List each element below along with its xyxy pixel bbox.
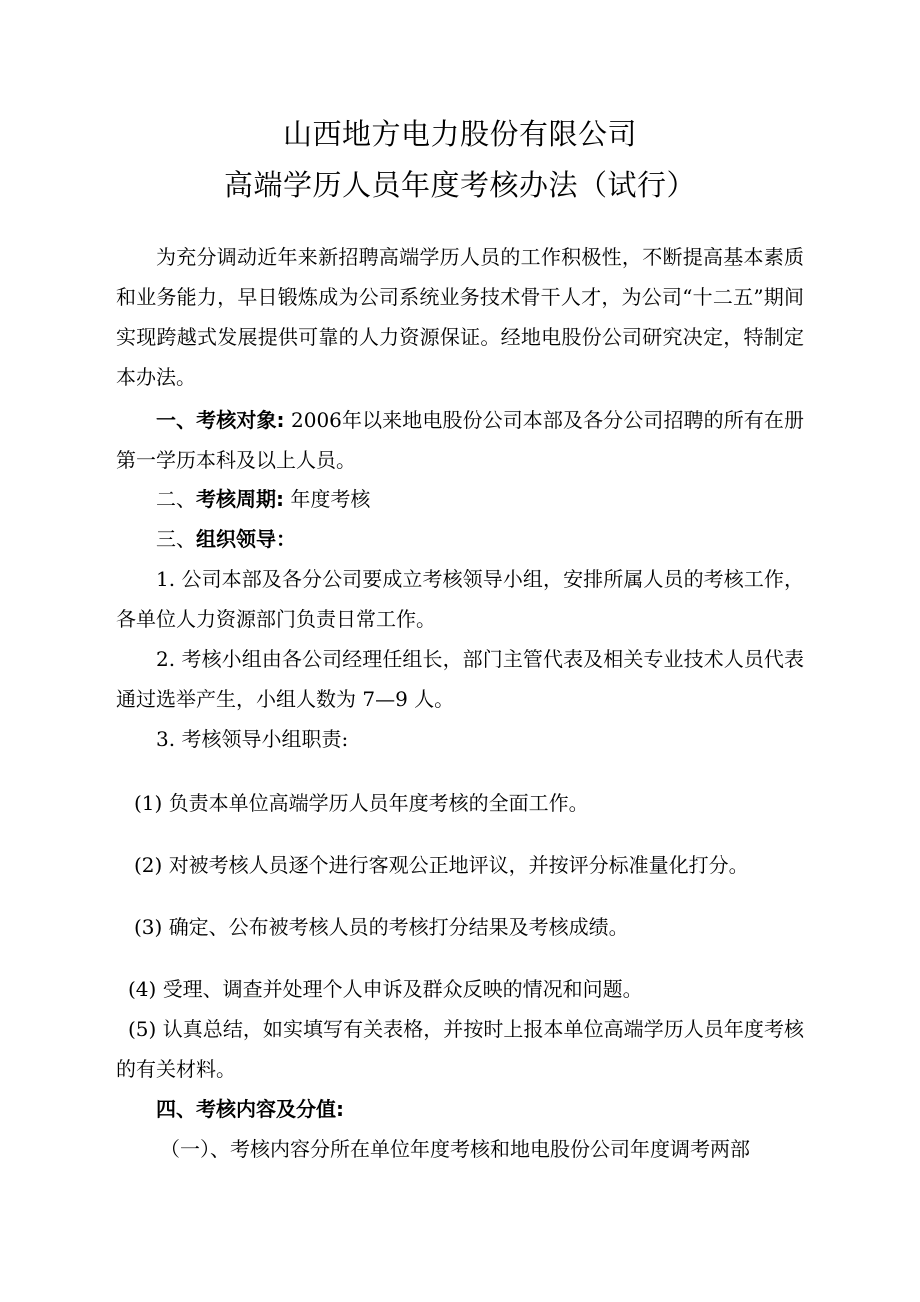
duty-item-5: (5) 认真总结，如实填写有关表格，并按时上报本单位高端学历人员年度考核的有关材料。 xyxy=(116,1017,804,1081)
section-4-heading: 四、考核内容及分值: xyxy=(156,1097,344,1121)
section-4-text: （一）、考核内容分所在单位年度考核和地电股份公司年度调考两部 xyxy=(160,1137,750,1161)
section-2-prefix: 二、 xyxy=(156,487,196,511)
document-title-main: 高端学历人员年度考核办法（试行） xyxy=(223,168,696,202)
section-1-heading: 一、考核对象: xyxy=(156,408,285,432)
section-3-paragraph xyxy=(116,519,804,559)
duty-item-4: (4) 受理、调查并处理个人申诉及群众反映的情况和问题。 xyxy=(128,977,643,1001)
duty-item-2: (2) 对被考核人员逐个进行客观公正地评议，并按评分标准量化打分。 xyxy=(134,853,749,877)
duty-item-3: (3) 确定、公布被考核人员的考核打分结果及考核成绩。 xyxy=(134,915,629,939)
intro-paragraph: 为充分调动近年来新招聘高端学历人员的工作积极性，不断提高基本素质和业务能力，早日锻炼成为公司系统业务技术骨干人才，为公司“十二五”期间实现跨越式发展提供可靠的人力资源保证。经地电股份公司研究决定，特制定本办法。 xyxy=(116,245,804,389)
section-1-text: 2006年以来地电股份公司本部及各分公司招聘的所有在册第一学历本科及以上人员。 xyxy=(116,408,804,472)
org-item-3: 3. 考核领导小组职责: xyxy=(156,727,349,751)
document-title-company: 山西地方电力股份有限公司 xyxy=(282,117,637,151)
org-item-1: 1. 公司本部及各分公司要成立考核领导小组，安排所属人员的考核工作，各单位人力资源部门负责日常工作。 xyxy=(116,567,804,631)
section-2-paragraph xyxy=(116,479,804,519)
section-1-paragraph xyxy=(116,400,804,480)
section-3-heading: 组织领导： xyxy=(196,527,296,551)
section-2-text: 年度考核 xyxy=(284,487,371,511)
org-item-2: 2. 考核小组由各公司经理任组长，部门主管代表及相关专业技术人员代表通过选举产生，小组人数为 7—9 人。 xyxy=(116,647,804,711)
duty-item-1: (1) 负责本单位高端学历人员年度考核的全面工作。 xyxy=(134,791,589,815)
section-2-heading: 考核周期: xyxy=(196,487,284,511)
section-3-prefix: 三、 xyxy=(156,527,196,551)
